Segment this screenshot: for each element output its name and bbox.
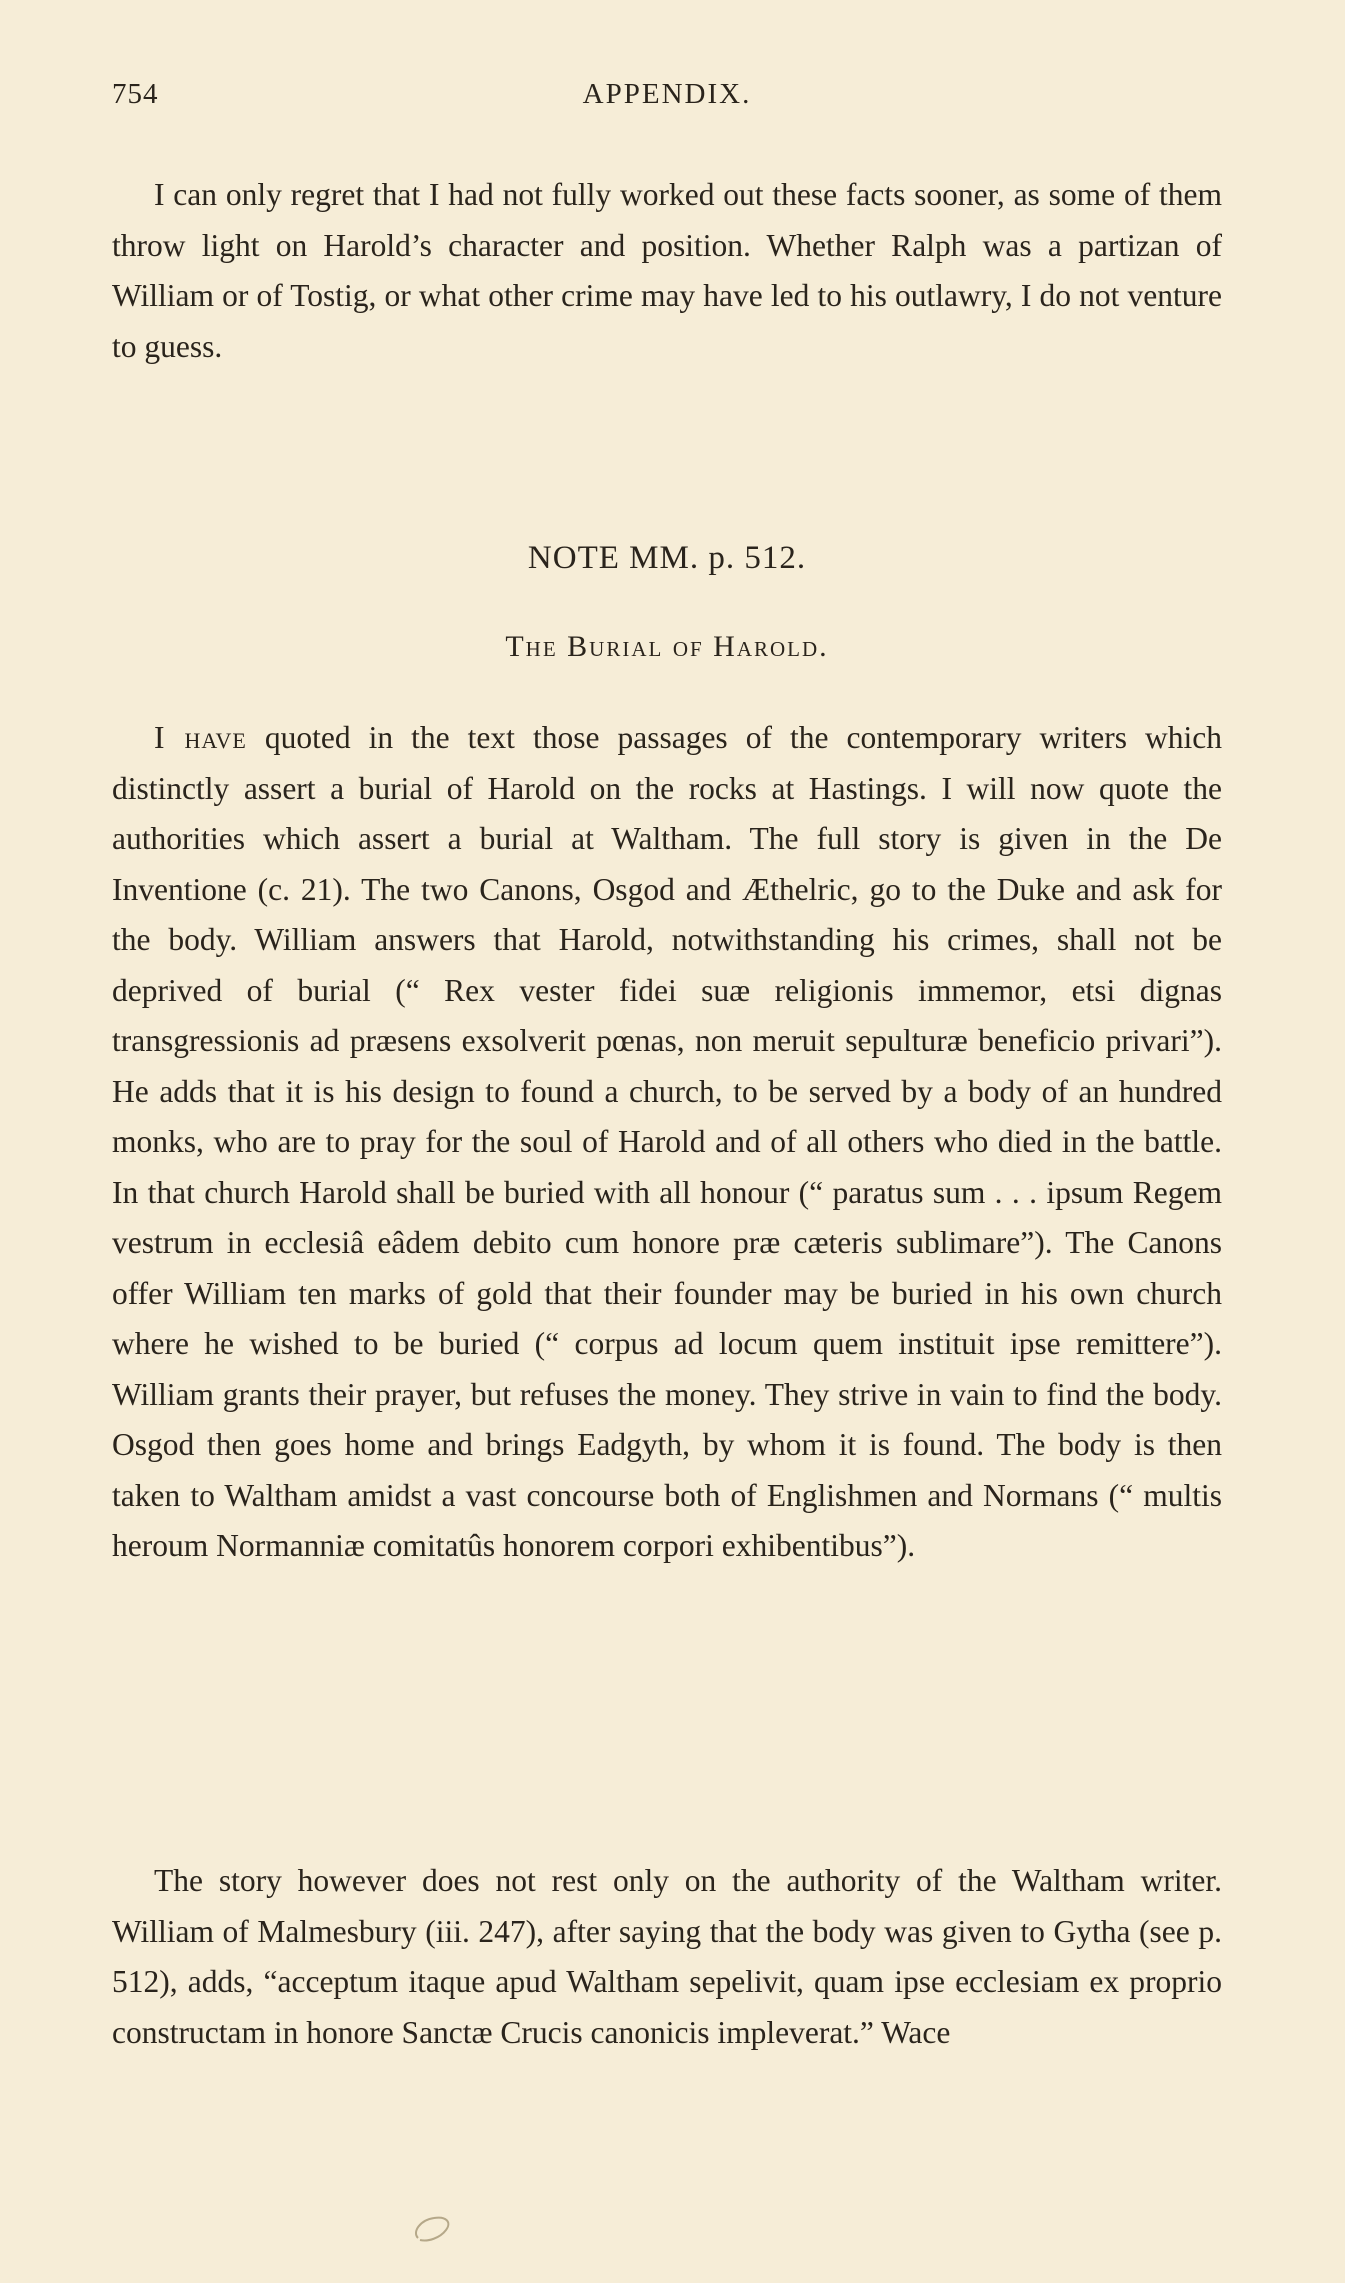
paragraph-3: The story however does not rest only on the authority of the Waltham writer. William of Malmesbury (iii. 247), after saying that the body was given to Gytha (see p. 512), adds, “acceptum itaque apud Waltham sepelivit, quam ipse ecclesiam ex proprio constructam in honore Sanctæ Crucis canonicis impleverat.” Wace [112,1863,1222,2050]
paragraph-1: I can only regret that I had not fully worked out these facts sooner, as some of them throw light on Harold’s character and position. Whether Ralph was a partizan of William or of Tostig, or what other crime may have led to his outlawry, I do not venture to guess. [112,177,1222,364]
paragraph-2-lead: I have [154,720,247,755]
page-number: 754 [112,78,159,110]
paragraph-2-text: quoted in the text those passages of the contemporary writers which distinctly assert a burial of Harold on the rocks at Hastings. I will now quote the authorities which assert a burial at Waltham. The full story is given in the De Inventione (c. 21). The two Canons, Osgod and Æthelric, go to the Duke and ask for the body. William answers that Harold, notwithstanding his crimes, shall not be deprived of burial (“ Rex vester fidei suæ religionis immemor, etsi dignas transgressionis ad præsens exsolverit pœnas, non meruit sepulturæ beneficio privari”). He adds that it is his design to found a church, to be served by a body of an hundred monks, who are to pray for the soul of Harold and of all others who died in the battle. In that church Harold shall be buried with all honour (“ paratus sum . . . ipsum Regem vestrum in ecclesiâ eâdem debito cum honore præ cæteris sublimare”). The Canons offer William ten marks of gold that their founder may be buried in his own church where he wished to be buried (“ corpus ad locum quem instituit ipse remittere”). William grants their prayer, but refuses the money. They strive in vain to find the body. Osgod then goes home and brings Eadgyth, by whom it is found. The body is then taken to Waltham amidst a vast concourse both of Englishmen and Normans (“ multis heroum Normanniæ comitatûs honorem corpori exhibentibus”). [112,720,1222,1563]
paragraph-2 [112,713,1222,1572]
running-head [112,78,1222,128]
running-head-title: APPENDIX. [582,78,752,110]
note-heading: NOTE MM. p. 512. [527,540,807,576]
section-title: The Burial of Harold. [505,630,829,663]
ink-mark-icon [408,2212,456,2246]
